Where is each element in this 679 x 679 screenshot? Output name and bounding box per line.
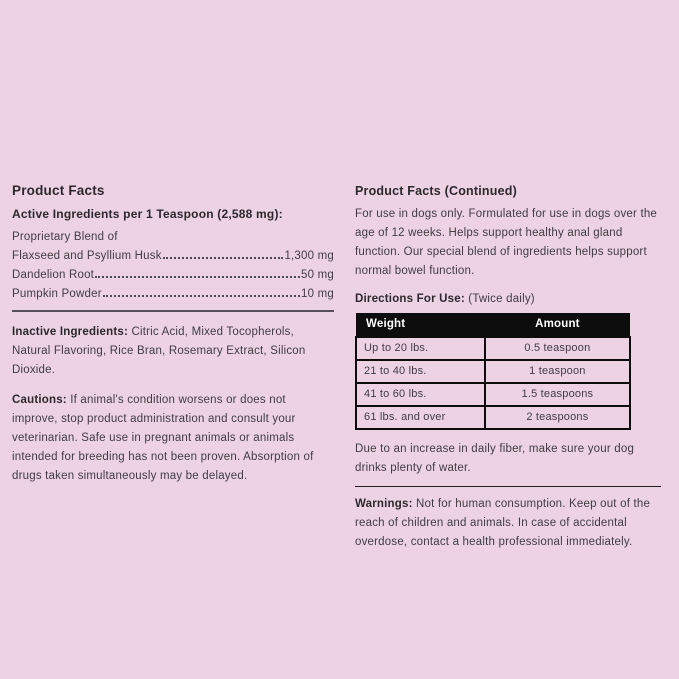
ingredient-row	[12, 266, 334, 285]
ingredient-amount: 10 mg	[301, 288, 334, 300]
inactive-ingredients-text: Citric Acid, Mixed Tocopherols, Natural Flavoring, Rice Bran, Rosemary Extract, Silicon Dioxide.	[12, 326, 306, 376]
ingredient-name: Flaxseed and Psyllium Husk	[12, 250, 162, 262]
ingredient-amount: 50 mg	[301, 269, 334, 281]
weight-cell: 21 to 40 lbs.	[356, 360, 485, 383]
dot-leader	[95, 276, 300, 278]
cautions-paragraph	[12, 391, 334, 486]
dot-leader	[103, 295, 300, 297]
inactive-ingredients-label: Inactive Ingredients:	[12, 326, 129, 338]
weight-cell: 41 to 60 lbs.	[356, 383, 485, 406]
ingredient-amount: 1,300 mg	[284, 250, 334, 262]
table-row	[356, 360, 630, 383]
table-row	[356, 406, 630, 429]
section-divider	[12, 310, 334, 312]
active-ingredients-heading: Active Ingredients per 1 Teaspoon (2,588 mg):	[12, 207, 283, 221]
inactive-ingredients-paragraph	[12, 323, 334, 380]
left-column	[12, 182, 334, 486]
product-facts-title: Product Facts	[12, 183, 105, 198]
table-row	[356, 337, 630, 360]
table-row	[356, 383, 630, 406]
cautions-text: If animal's condition worsens or does not improve, stop product administration and consult your veterinarian. Safe use in pregnant animals or animals intended for breeding has not been proven. Absorption of drugs taken simultaneously may be delayed.	[12, 394, 314, 482]
amount-cell: 0.5 teaspoon	[485, 337, 630, 360]
directions-label: Directions For Use:	[355, 293, 465, 305]
warnings-text: Not for human consumption. Keep out of the reach of children and animals. In case of accidental overdose, contact a health professional immediately.	[355, 498, 651, 548]
water-note: Due to an increase in daily fiber, make sure your dog drinks plenty of water.	[355, 443, 635, 474]
product-facts-continued-title: Product Facts (Continued)	[355, 184, 517, 198]
dosage-table	[355, 313, 631, 430]
directions-line	[355, 290, 661, 309]
warnings-label: Warnings:	[355, 498, 413, 510]
amount-cell: 1.5 teaspoons	[485, 383, 630, 406]
dot-leader	[163, 257, 284, 259]
weight-cell: 61 lbs. and over	[356, 406, 485, 429]
warnings-paragraph	[355, 495, 661, 552]
right-column	[355, 183, 661, 552]
cautions-label: Cautions:	[12, 394, 67, 406]
proprietary-blend-line: Proprietary Blend of	[12, 231, 118, 243]
weight-cell: Up to 20 lbs.	[356, 337, 485, 360]
ingredient-name: Pumpkin Powder	[12, 288, 102, 300]
amount-column-header: Amount	[485, 313, 630, 337]
weight-column-header: Weight	[356, 313, 485, 337]
amount-cell: 1 teaspoon	[485, 360, 630, 383]
amount-cell: 2 teaspoons	[485, 406, 630, 429]
intro-paragraph: For use in dogs only. Formulated for use in dogs over the age of 12 weeks. Helps support healthy anal gland function. Our special blend of ingredients helps support normal bowel function.	[355, 208, 658, 277]
section-divider	[355, 486, 661, 487]
directions-text: (Twice daily)	[468, 293, 535, 305]
ingredient-name: Dandelion Root	[12, 269, 95, 281]
dosage-table-header	[356, 313, 630, 337]
ingredient-row	[12, 247, 334, 266]
ingredient-row	[12, 285, 334, 304]
